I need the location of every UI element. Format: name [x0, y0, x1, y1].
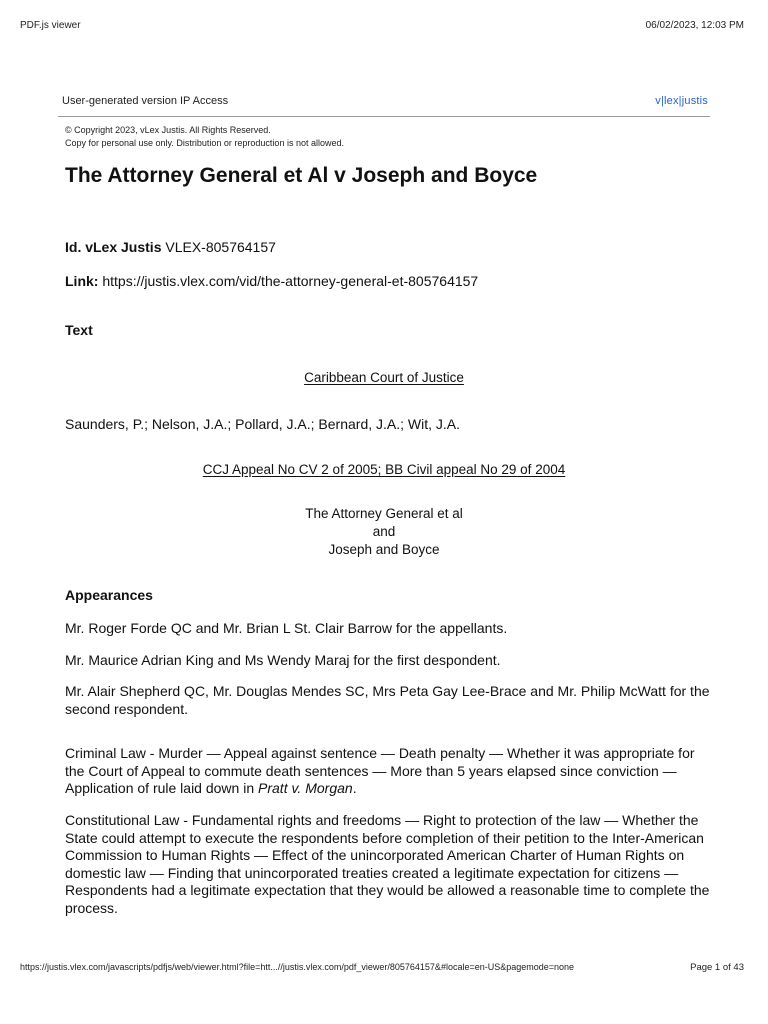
- id-value: VLEX-805764157: [165, 239, 276, 255]
- appearance-item: Mr. Alair Shepherd QC, Mr. Douglas Mendes SC, Mrs Peta Gay Lee-Brace and Mr. Philip McWatt for the second respondent.: [65, 683, 710, 717]
- summary-criminal-law: [65, 745, 715, 798]
- link-url[interactable]: https://justis.vlex.com/vid/the-attorney-general-et-805764157: [102, 273, 479, 289]
- case-citation: Pratt v. Morgan: [258, 780, 353, 796]
- copyright-line: © Copyright 2023, vLex Justis. All Rights Reserved.: [65, 125, 271, 135]
- appearance-item: Mr. Maurice Adrian King and Ms Wendy Maraj for the first despondent.: [65, 652, 501, 668]
- judges-list: Saunders, P.; Nelson, J.A.; Pollard, J.A.; Bernard, J.A.; Wit, J.A.: [65, 416, 461, 432]
- summary-constitutional-law: Constitutional Law - Fundamental rights and freedoms — Right to protection of the law — Whether the State could attempt to execute the respondents before completion of their petition to the Inter-American Commission to Human Rights — Effect of the unincorporated American Charter of Human Rights on domestic law — Finding that unincorporated treaties created a legitimate expectation for citizens — Respondents had a legitimate expectation that they would be allowed a reasonable time to complete the process.: [65, 812, 710, 916]
- link-label: Link:: [65, 273, 99, 289]
- document-link: [65, 273, 478, 289]
- text-heading: Text: [65, 322, 93, 338]
- party-respondent: Joseph and Boyce: [328, 542, 440, 557]
- id-label: Id. vLex Justis: [65, 239, 162, 255]
- party-appellant: The Attorney General et al: [305, 506, 463, 521]
- parties-block: [0, 505, 768, 559]
- usage-restriction-line: Copy for personal use only. Distribution or reproduction is not allowed.: [65, 138, 344, 148]
- appeal-reference: [0, 461, 768, 479]
- copyright-notice: [65, 124, 344, 150]
- court-name-text: Caribbean Court of Justice: [304, 370, 464, 385]
- doc-access-label: User-generated version IP Access: [62, 95, 229, 107]
- page-url: https://justis.vlex.com/javascripts/pdfjs/web/viewer.html?file=htt...//justis.vlex.com/pdf_viewer/805764157&#locale=en-US&pagemode=none: [20, 962, 575, 972]
- page-indicator: Page 1 of 43: [690, 962, 744, 973]
- browser-print-title: PDF.js viewer: [20, 20, 81, 31]
- appearance-item: Mr. Roger Forde QC and Mr. Brian L St. Clair Barrow for the appellants.: [65, 620, 508, 636]
- document-title: The Attorney General et Al v Joseph and Boyce: [65, 164, 538, 187]
- summary-criminal-law-text: Criminal Law - Murder — Appeal against sentence — Death penalty — Whether it was appropriate for the Court of Appeal to commute death sentences — More than 5 years elapsed since conviction — Application of rule laid down in: [65, 745, 695, 796]
- party-connector: and: [372, 524, 396, 539]
- court-name: [0, 369, 768, 387]
- vlex-justis-logo: v|lex|justis: [655, 95, 708, 107]
- appeal-reference-text: CCJ Appeal No CV 2 of 2005; BB Civil appeal No 29 of 2004: [202, 462, 566, 477]
- summary-end: .: [352, 780, 357, 796]
- document-id: [65, 239, 276, 255]
- appearances-heading: Appearances: [65, 587, 153, 603]
- header-divider: [58, 116, 710, 117]
- print-datetime: 06/02/2023, 12:03 PM: [645, 20, 744, 31]
